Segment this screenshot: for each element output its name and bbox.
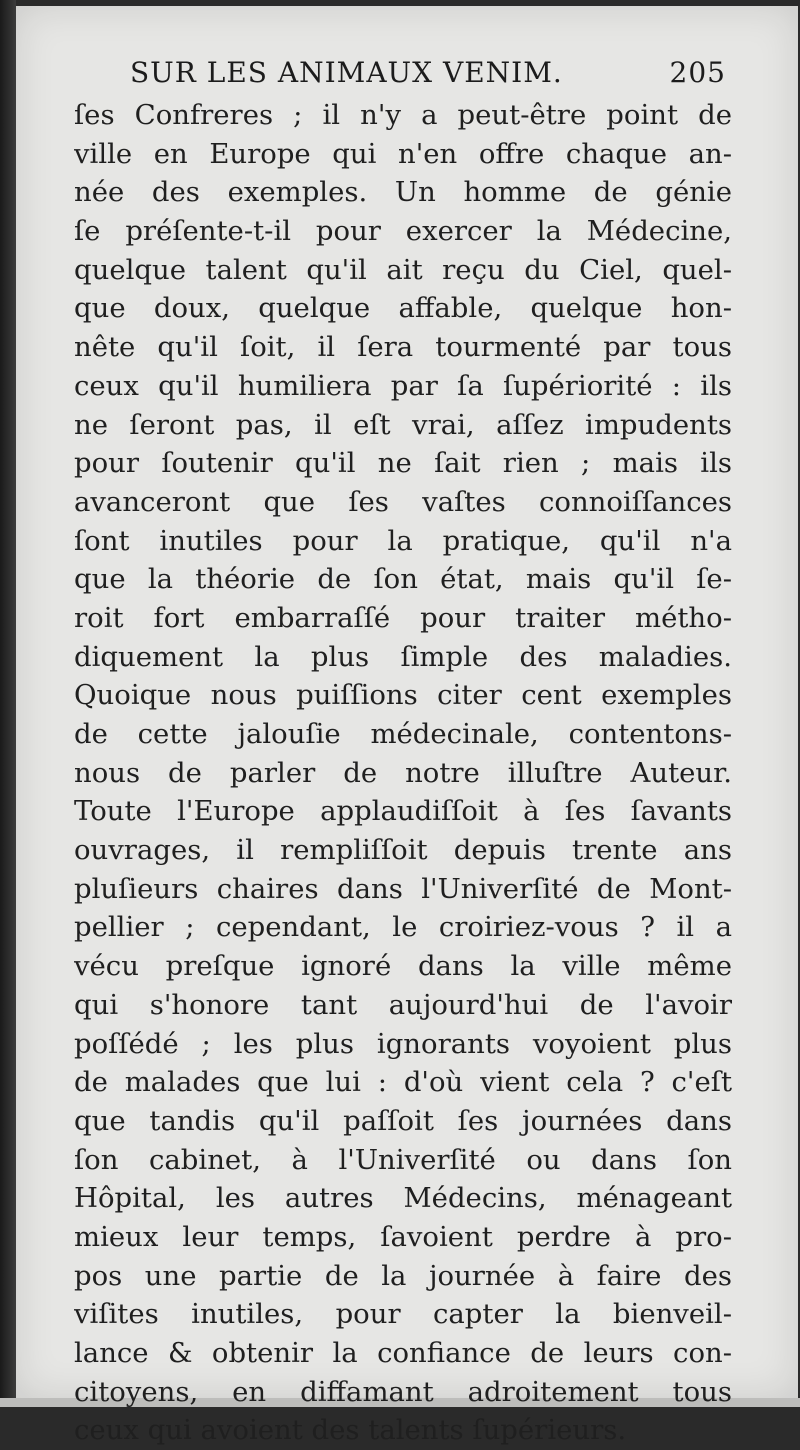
text-line: née des exemples. Un homme de génie xyxy=(74,176,732,209)
text-line: Toute l'Europe applaudiſſoit à ſes ſavants xyxy=(74,795,732,828)
body-text xyxy=(74,96,732,1450)
text-line: poſſédé ; les plus ignorants voyoient plus xyxy=(74,1027,732,1060)
text-line: de cette jalouſie médecinale, contentons- xyxy=(74,718,732,750)
text-line: Hôpital, les autres Médecins, ménageant xyxy=(74,1182,732,1215)
text-line: nête qu'il ſoit, il ſera tourmenté par tous xyxy=(74,331,732,364)
text-line: quelque talent qu'il ait reçu du Ciel, quel- xyxy=(74,253,732,286)
text-line: mieux leur temps, ſavoient perdre à pro- xyxy=(74,1220,732,1253)
text-line: de malades que lui : d'où vient cela ? c'eſt xyxy=(74,1066,732,1099)
text-line: Quoique nous puiſſions citer cent exemples xyxy=(74,679,732,712)
running-title: SUR LES ANIMAUX VENIM. xyxy=(130,56,563,89)
text-line: ſont inutiles pour la pratique, qu'il n'a xyxy=(74,524,732,557)
text-line: ceux qu'il humiliera par ſa ſupériorité : ils xyxy=(74,369,732,402)
text-line: ſon cabinet, à l'Univerſité ou dans ſon xyxy=(74,1143,732,1176)
text-line: vécu preſque ignoré dans la ville même xyxy=(74,950,732,983)
text-line: pour ſoutenir qu'il ne ſait rien ; mais ils xyxy=(74,447,732,480)
text-line: ſes Confreres ; il n'y a peut-être point de xyxy=(74,99,732,131)
text-line: ville en Europe qui n'en offre chaque an- xyxy=(74,137,732,170)
text-line: ceux qui avoient des talents ſupérieurs. xyxy=(74,1414,627,1447)
text-line: que doux, quelque affable, quelque hon- xyxy=(74,292,732,325)
text-line: nous de parler de notre illuſtre Auteur. xyxy=(74,756,732,789)
text-line: viſites inutiles, pour capter la bienveil- xyxy=(74,1298,732,1331)
text-line: que tandis qu'il paſſoit ſes journées dans xyxy=(74,1104,732,1137)
text-line: ſe préſente-t-il pour exercer la Médecine, xyxy=(74,215,732,248)
text-line: ne ſeront pas, il eſt vrai, aſſez impudents xyxy=(74,408,732,441)
text-line: roit fort embarraſſé pour traiter métho- xyxy=(74,601,732,634)
page-number: 205 xyxy=(669,56,726,89)
text-line: lance & obtenir la confiance de leurs con- xyxy=(74,1337,732,1369)
text-line: diquement la plus ſimple des maladies. xyxy=(74,640,732,673)
text-line: pos une partie de la journée à faire des xyxy=(74,1259,732,1292)
text-line: ouvrages, il rempliſſoit depuis trente ans xyxy=(74,834,732,867)
text-line: citoyens, en diffamant adroitement tous xyxy=(74,1375,732,1408)
page-header xyxy=(130,56,726,89)
text-line: que la théorie de ſon état, mais qu'il ſe- xyxy=(74,563,732,596)
text-line: avanceront que ſes vaſtes connoiſſances xyxy=(74,485,732,518)
text-line: pluſieurs chaires dans l'Univerſité de Mont- xyxy=(74,872,732,905)
text-line: pellier ; cependant, le croiriez-vous ? il a xyxy=(74,911,732,944)
text-line: qui s'honore tant aujourd'hui de l'avoir xyxy=(74,988,732,1021)
scan-binding-shadow xyxy=(0,0,16,1407)
